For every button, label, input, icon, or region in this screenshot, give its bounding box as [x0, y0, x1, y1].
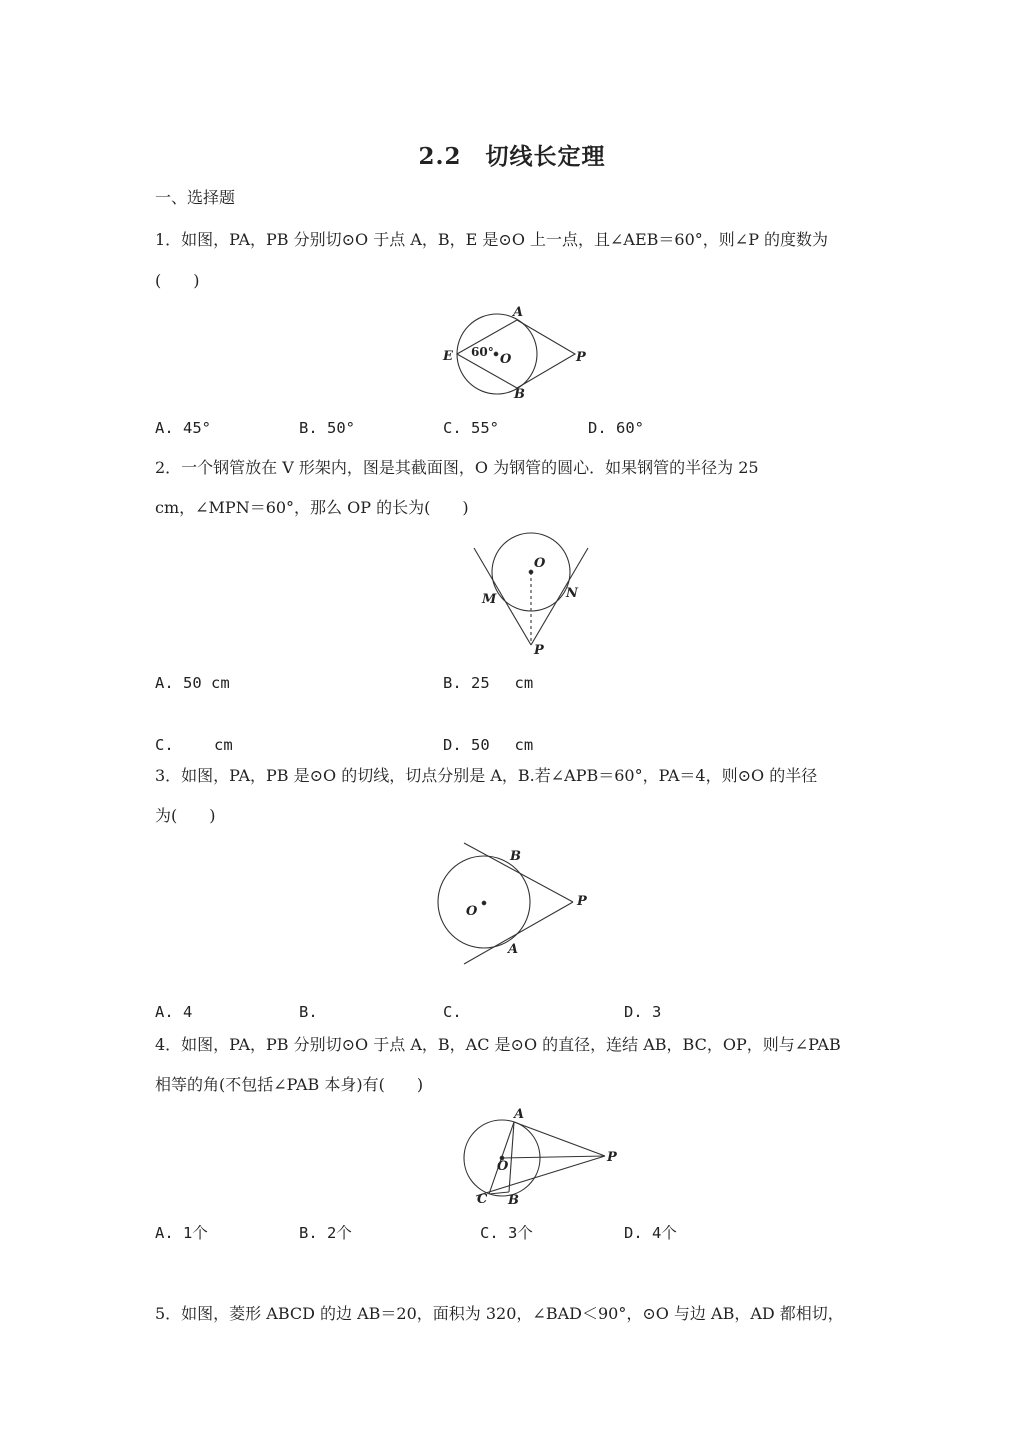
q1-label-o: O — [500, 352, 512, 367]
q1-option-a: A. 45° — [155, 419, 211, 437]
q2-option-a: A. 50 cm — [155, 674, 230, 692]
q4-chord-bc — [489, 1192, 509, 1194]
q4-label-p: P — [607, 1150, 617, 1165]
q3-option-d: D. 3 — [624, 1003, 662, 1021]
question-2-text: 2．一个钢管放在 V 形架内，图是其截面图，O 为钢管的圆心．如果钢管的半径为 25 — [155, 458, 759, 477]
section-heading: 一、选择题 — [155, 188, 236, 207]
q3-option-a: A. 4 — [155, 1003, 193, 1021]
question-3-text-cont: 为( ) — [155, 806, 216, 825]
q4-option-d: D. 4个 — [624, 1224, 677, 1242]
q3-label-a: A — [508, 942, 519, 957]
q1-label-b: B — [514, 387, 525, 402]
q2-label-o: O — [534, 556, 546, 571]
q2-label-n: N — [566, 586, 578, 601]
q1-option-c: C. 55° — [443, 419, 499, 437]
q2-option-b: B. 25 cm — [443, 674, 534, 692]
q4-chord-ab — [509, 1122, 514, 1192]
q4-tangent-pa — [514, 1122, 605, 1156]
q2-option-c: C. cm — [155, 736, 233, 754]
q3-option-c: C. — [443, 1003, 462, 1021]
q4-option-c: C. 3个 — [480, 1224, 533, 1242]
q1-label-e: E — [443, 349, 453, 364]
question-4-text: 4．如图，PA，PB 分别切⊙O 于点 A，B，AC 是⊙O 的直径，连结 AB，BC，OP，则与∠PAB — [155, 1035, 841, 1054]
question-4-text-cont: 相等的角(不包括∠PAB 本身)有( ) — [155, 1075, 424, 1094]
q4-label-a: A — [514, 1107, 525, 1122]
question-1-text: 1．如图，PA，PB 分别切⊙O 于点 A，B，E 是⊙O 上一点，且∠AEB＝60°，则∠P 的度数为 — [155, 230, 829, 249]
q4-label-b: B — [508, 1193, 519, 1208]
q4-option-a: A. 1个 — [155, 1224, 208, 1242]
q3-label-b: B — [510, 849, 521, 864]
question-3-text: 3．如图，PA，PB 是⊙O 的切线，切点分别是 A，B.若∠APB＝60°，PA＝4，则⊙O 的半径 — [155, 766, 818, 785]
q4-label-c: C — [477, 1192, 488, 1207]
question-1-paren: ( ) — [155, 271, 200, 290]
q3-label-o: O — [466, 904, 478, 919]
q4-label-o: O — [497, 1159, 509, 1174]
q1-label-p: P — [576, 350, 586, 365]
q3-option-b: B. — [299, 1003, 318, 1021]
q1-label-a: A — [513, 305, 524, 320]
question-5-text: 5．如图，菱形 ABCD 的边 AB＝20，面积为 320，∠BAD＜90°，⊙O 与边 AB，AD 都相切， — [155, 1304, 844, 1323]
q2-option-d: D. 50 cm — [443, 736, 534, 754]
q3-label-p: P — [577, 894, 587, 909]
page-title: 2.2 切线长定理 — [418, 143, 606, 170]
q2-label-p: P — [534, 643, 544, 658]
q1-option-d: D. 60° — [588, 419, 644, 437]
question-2-text-cont: cm，∠MPN＝60°，那么 OP 的长为( ) — [155, 498, 469, 517]
q4-segment-op — [502, 1156, 605, 1158]
q1-option-b: B. 50° — [299, 419, 355, 437]
q2-label-m: M — [482, 592, 497, 607]
q1-angle-label: 60° — [471, 345, 494, 359]
q4-option-b: B. 2个 — [299, 1224, 352, 1242]
